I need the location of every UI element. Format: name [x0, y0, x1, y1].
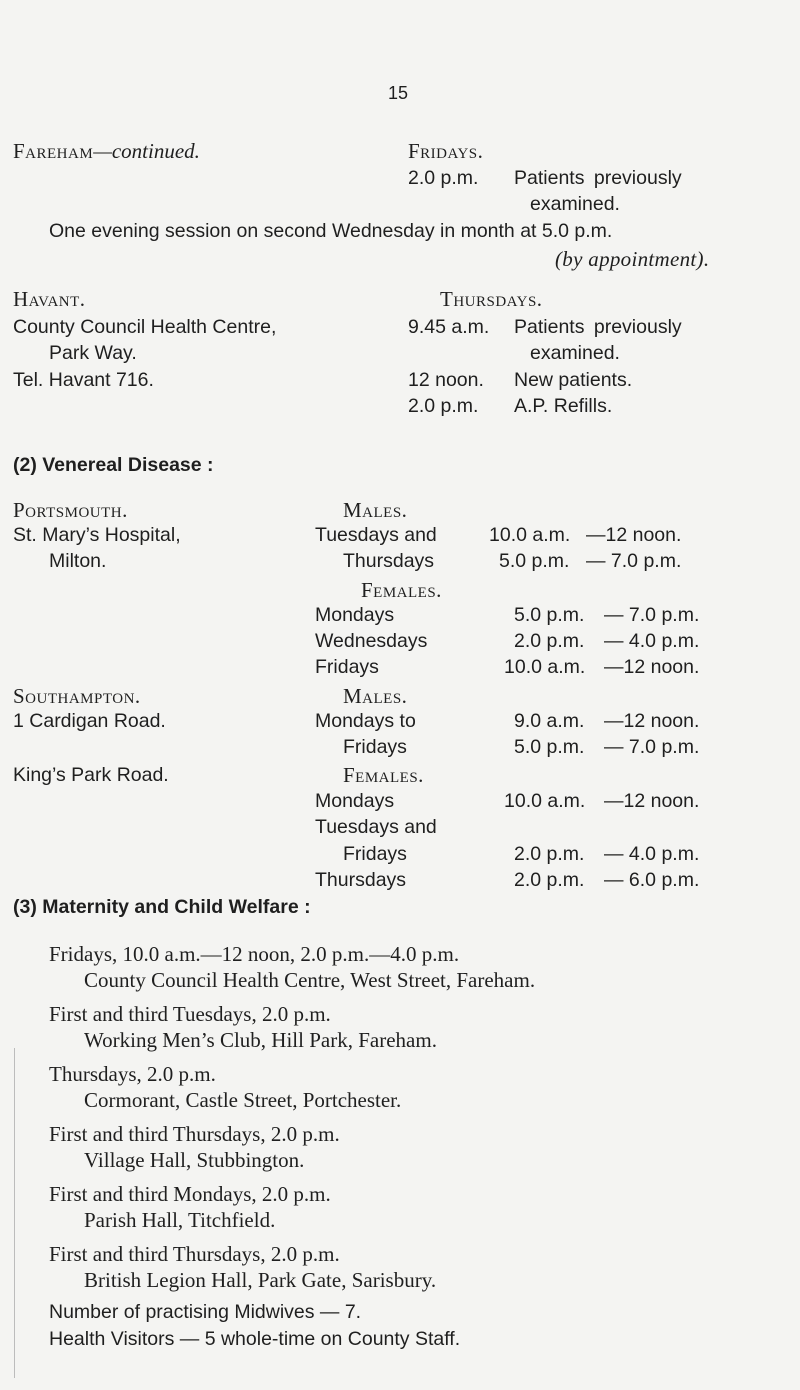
portsmouth-address-line1: St. Mary’s Hospital,	[13, 524, 181, 546]
session-when: First and third Tuesdays, 2.0 p.m.	[49, 1002, 331, 1026]
schedule-to: — 6.0 p.m.	[604, 869, 700, 891]
schedule-to: —12 noon.	[586, 524, 682, 546]
portsmouth-males-heading: Males.	[343, 498, 408, 522]
schedule-from: 9.0 a.m.	[514, 710, 585, 732]
portsmouth-heading: Portsmouth.	[13, 498, 128, 522]
schedule-day: Tuesdays and	[315, 816, 437, 838]
schedule-from: 5.0 p.m.	[514, 736, 585, 758]
havant-desc: New patients.	[514, 369, 633, 391]
page-number: 15	[388, 83, 409, 103]
session-where: Village Hall, Stubbington.	[84, 1148, 305, 1172]
fareham-time: 2.0 p.m.	[408, 167, 479, 189]
session-where: County Council Health Centre, West Street, Fareham.	[84, 968, 536, 992]
schedule-from: 2.0 p.m.	[514, 869, 585, 891]
havant-time: 12 noon.	[408, 369, 484, 391]
venereal-disease-heading: (2) Venereal Disease :	[13, 454, 214, 476]
schedule-to: — 7.0 p.m.	[604, 736, 700, 758]
schedule-from: 10.0 a.m.	[489, 524, 571, 546]
fareham-evening-session: One evening session on second Wednesday in month at 5.0 p.m.	[49, 220, 613, 242]
schedule-to: —12 noon.	[604, 656, 700, 678]
schedule-to: —12 noon.	[604, 710, 700, 732]
havant-address-line2: Park Way.	[49, 342, 137, 364]
schedule-day: Mondays	[315, 604, 395, 626]
schedule-day: Wednesdays	[315, 630, 428, 652]
session-where: Working Men’s Club, Hill Park, Fareham.	[84, 1028, 437, 1052]
schedule-to: —12 noon.	[604, 790, 700, 812]
southampton-address-1: 1 Cardigan Road.	[13, 710, 166, 732]
fareham-day: Fridays.	[408, 139, 484, 163]
session-where: Parish Hall, Titchfield.	[84, 1208, 276, 1232]
schedule-day: Tuesdays and	[315, 524, 437, 546]
southampton-females-heading: Females.	[343, 763, 424, 787]
session-when: Thursdays, 2.0 p.m.	[49, 1062, 216, 1086]
session-where: British Legion Hall, Park Gate, Sarisbury.	[84, 1268, 437, 1292]
havant-heading: Havant.	[13, 287, 86, 311]
portsmouth-females-heading: Females.	[361, 578, 442, 602]
schedule-from: 10.0 a.m.	[504, 656, 586, 678]
havant-telephone: Tel. Havant 716.	[13, 369, 154, 391]
havant-desc: examined.	[530, 342, 620, 364]
fareham-desc: Patients previously	[514, 167, 682, 189]
session-when: First and third Thursdays, 2.0 p.m.	[49, 1122, 340, 1146]
schedule-from: 5.0 p.m.	[514, 604, 585, 626]
fareham-appointment: (by appointment).	[555, 247, 710, 271]
schedule-to: — 4.0 p.m.	[604, 630, 700, 652]
fareham-heading	[13, 141, 200, 162]
schedule-from: 2.0 p.m.	[514, 630, 585, 652]
havant-address-line1: County Council Health Centre,	[13, 316, 277, 338]
health-visitors: Health Visitors — 5 whole-time on County Staff.	[49, 1328, 461, 1350]
southampton-males-heading: Males.	[343, 684, 408, 708]
schedule-from: 10.0 a.m.	[504, 790, 586, 812]
maternity-welfare-heading: (3) Maternity and Child Welfare :	[13, 896, 311, 918]
schedule-from: 2.0 p.m.	[514, 843, 585, 865]
southampton-address-2: King’s Park Road.	[13, 764, 169, 786]
fareham-desc-cont: examined.	[530, 193, 620, 215]
schedule-from: 5.0 p.m.	[499, 550, 570, 572]
havant-desc: Patients previously	[514, 316, 682, 338]
havant-time: 2.0 p.m.	[408, 395, 479, 417]
session-where: Cormorant, Castle Street, Portchester.	[84, 1088, 402, 1112]
fareham-place: Fareham	[13, 139, 94, 163]
havant-desc: A.P. Refills.	[514, 395, 613, 417]
schedule-day: Fridays	[343, 736, 407, 758]
havant-time: 9.45 a.m.	[408, 316, 490, 338]
session-when: First and third Mondays, 2.0 p.m.	[49, 1182, 331, 1206]
midwives-count: Number of practising Midwives — 7.	[49, 1301, 362, 1323]
schedule-to: — 4.0 p.m.	[604, 843, 700, 865]
schedule-day: Thursdays	[343, 550, 435, 572]
fareham-continued: —continued.	[93, 139, 200, 163]
portsmouth-address-line2: Milton.	[49, 550, 107, 572]
schedule-day: Fridays	[343, 843, 407, 865]
schedule-day: Mondays	[315, 790, 395, 812]
schedule-day: Mondays to	[315, 710, 416, 732]
schedule-day: Thursdays	[315, 869, 407, 891]
havant-day: Thursdays.	[440, 287, 543, 311]
southampton-heading: Southampton.	[13, 684, 141, 708]
session-when: Fridays, 10.0 a.m.—12 noon, 2.0 p.m.—4.0 p.m.	[49, 942, 460, 966]
session-when: First and third Thursdays, 2.0 p.m.	[49, 1242, 340, 1266]
schedule-day: Fridays	[315, 656, 379, 678]
margin-line	[14, 1048, 15, 1378]
schedule-to: — 7.0 p.m.	[604, 604, 700, 626]
schedule-to: — 7.0 p.m.	[586, 550, 682, 572]
